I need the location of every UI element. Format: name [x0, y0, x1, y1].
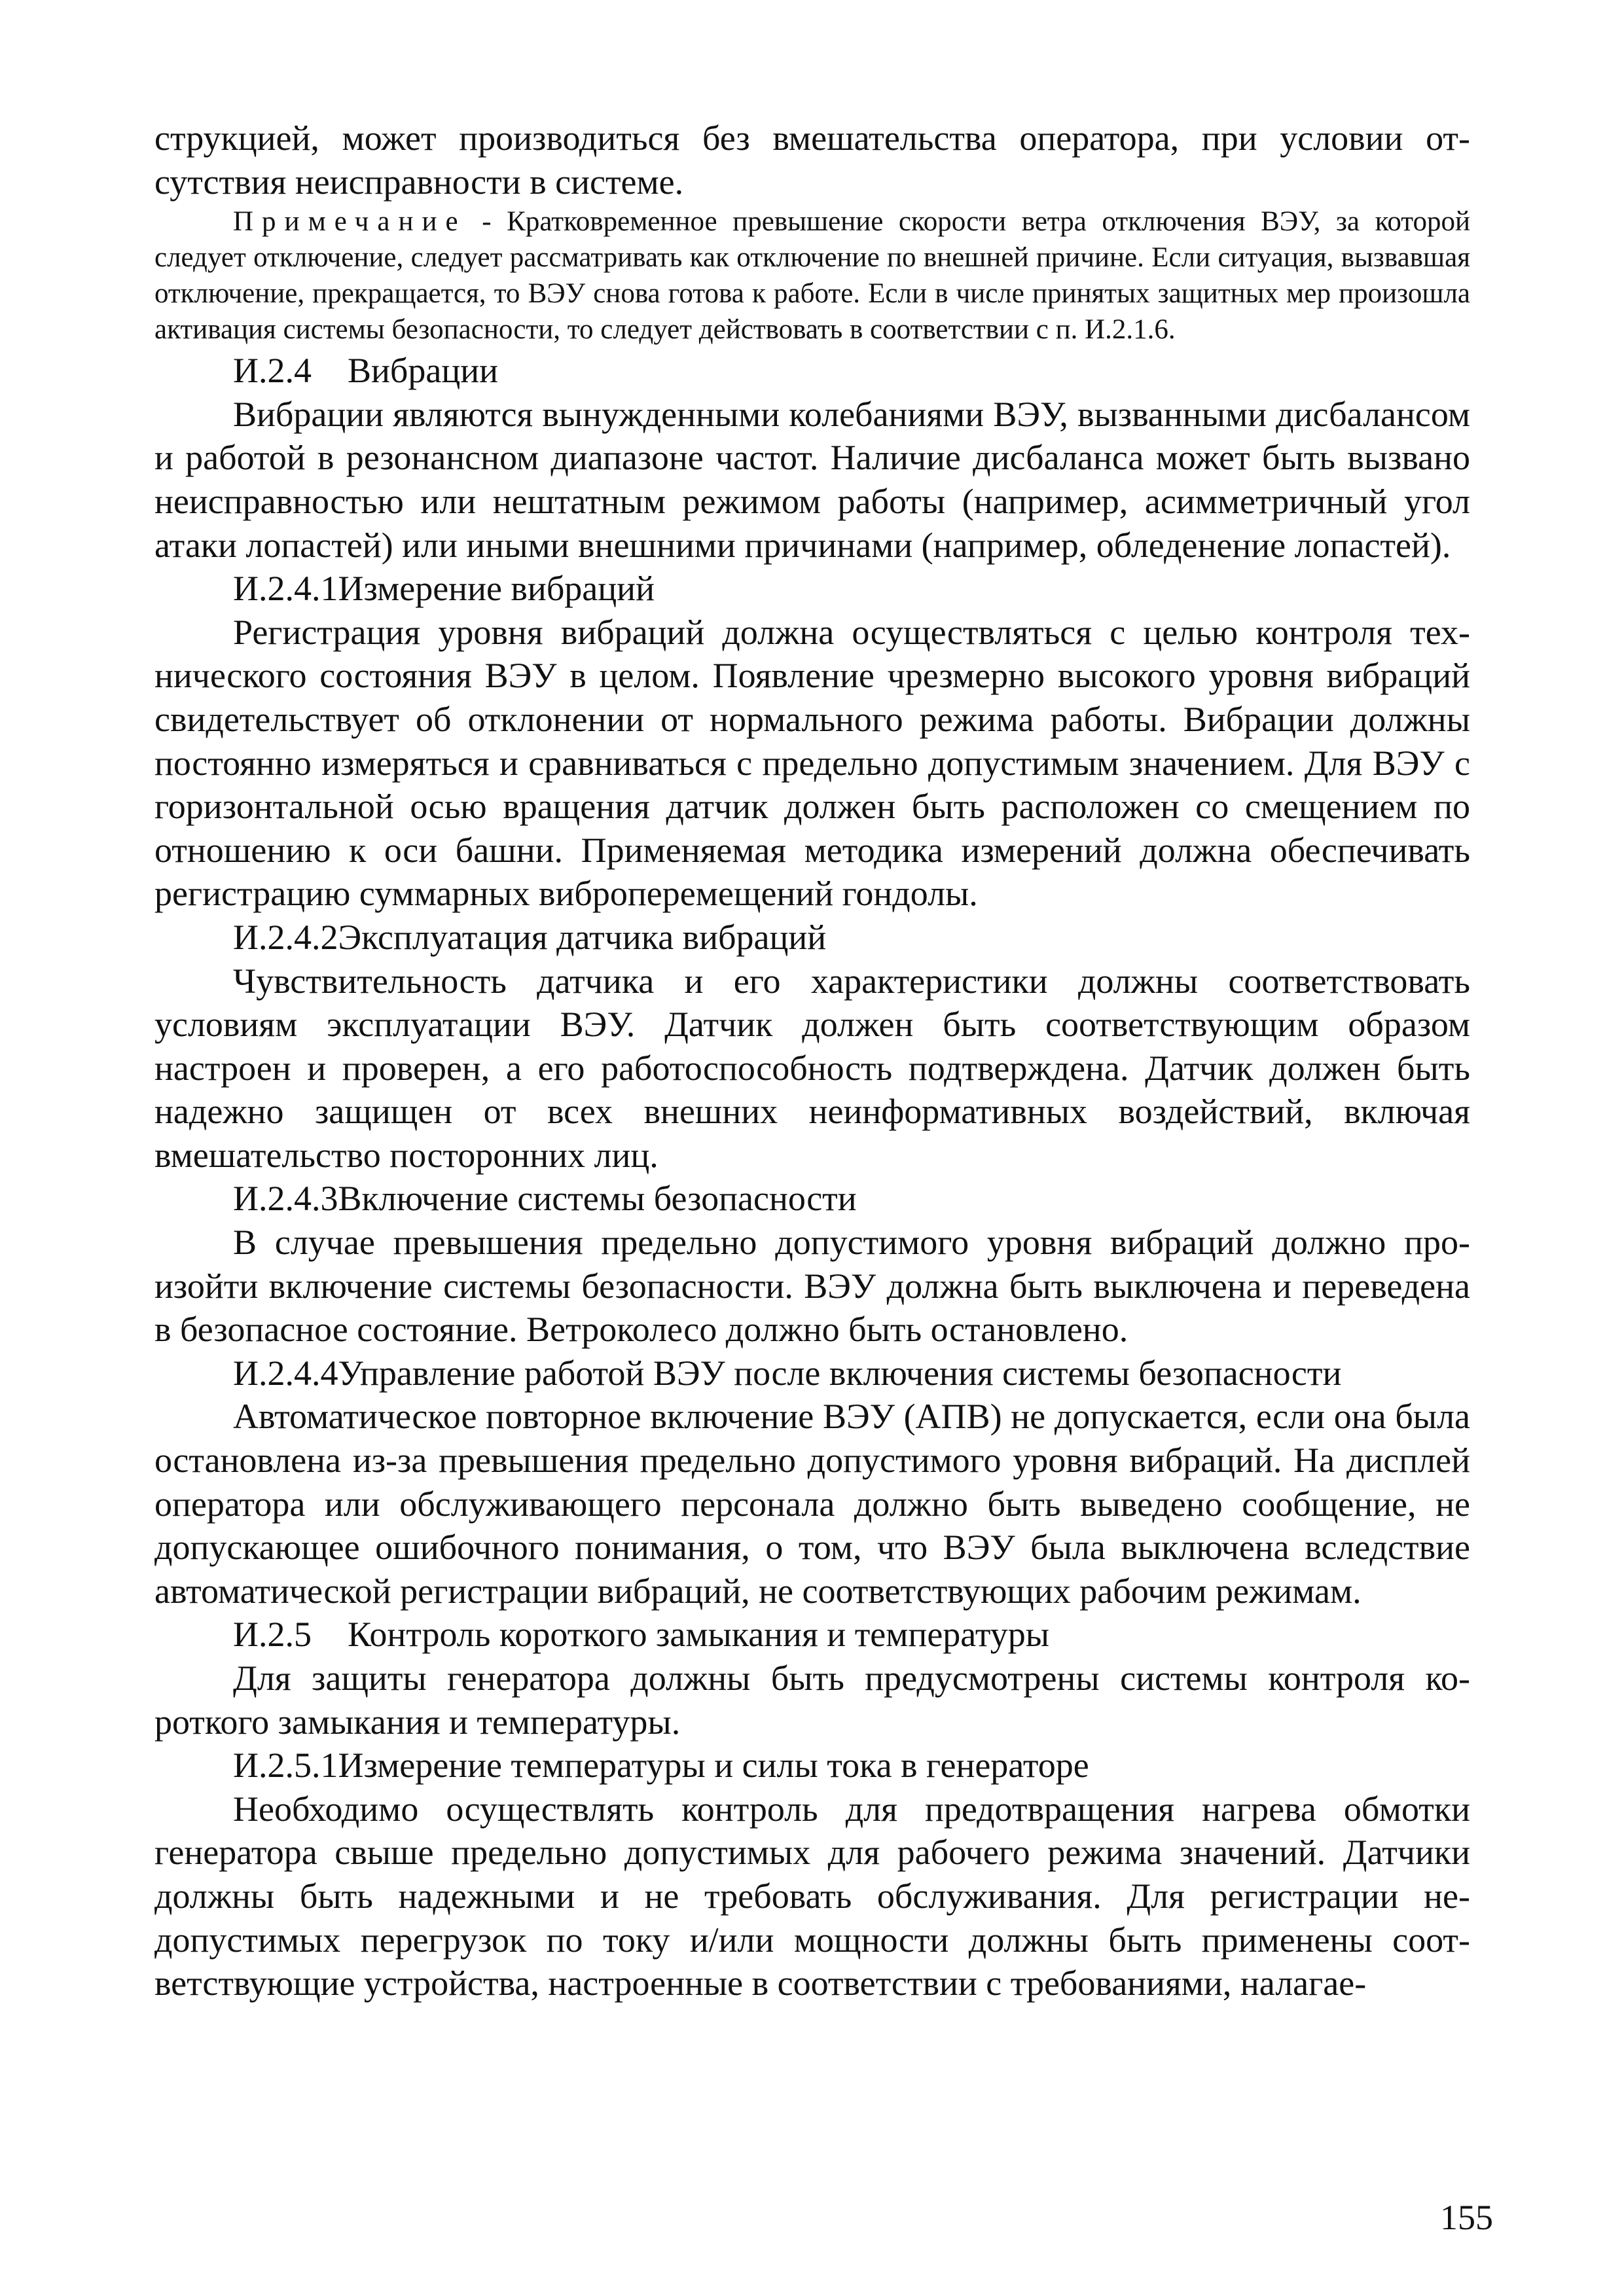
section-title: Измерение температуры и силы тока в генераторе — [338, 1746, 1089, 1785]
section-number: И.2.4 — [233, 351, 312, 391]
section-title: Управление работой ВЭУ после включения системы безопасности — [338, 1353, 1342, 1393]
note-label: Примечание — [233, 206, 467, 238]
section-number: И.2.4.2 — [233, 917, 338, 957]
section-title: Эксплуатация датчика вибраций — [338, 917, 827, 957]
section-number: И.2.4.3 — [233, 1179, 338, 1219]
section-number: И.2.4.4 — [233, 1353, 338, 1393]
section-heading-2-4 — [154, 349, 1470, 393]
opening-paragraph: струкцией, может производиться без вмешательства оператора, при условии отсутствия неисправности в системе. — [154, 118, 1470, 202]
section-title: Контроль короткого замыкания и температуры — [348, 1615, 1050, 1655]
section-heading-2-5 — [154, 1613, 1470, 1657]
page-body — [154, 117, 1470, 2005]
section-title: Вибрации — [348, 351, 499, 391]
section-paragraph-2-4-2: Чувствительность датчика и его характеристики должны соответствовать условиям эксплуатации ВЭУ. Датчик должен быть соответствующим образом настроен и проверен, а его работоспособность подтверждена. Датчик должен быть надежно защищен от всех внешних неинформативных воздействий, включая вмешательство посторонних лиц. — [154, 961, 1470, 1175]
section-paragraph-2-4-1: Регистрация уровня вибраций должна осуществляться с целью контроля технического состояния ВЭУ в целом. Появление чрезмерно высокого уровня вибраций свидетельствует об отклонении от нормального режима работы. Вибрации должны постоянно измеряться и сравниваться с предельно допустимым значением. Для ВЭУ с горизонтальной осью вращения датчик должен быть расположен со смещением по отношению к оси башни. Применяемая методика измерений должна обеспечивать регистрацию суммарных виброперемещений гондолы. — [154, 612, 1470, 914]
section-number: И.2.4.1 — [233, 569, 338, 609]
section-heading-2-4-3 — [154, 1177, 1470, 1221]
section-paragraph-2-5-1: Необходимо осуществлять контроль для предотвращения нагрева обмотки генератора свыше предельно допустимых для рабочего режима значений. Датчики должны быть надежными и не требовать обслуживания. Для регистрации недопустимых перегрузок по току и/или мощности должны быть применены соответствующие устройства, настроенные в соответствии с требованиями, налагае- — [154, 1789, 1470, 2003]
section-paragraph-2-4: Вибрации являются вынужденными колебаниями ВЭУ, вызванными дисбалансом и работой в резонансном диапазоне частот. Наличие дисбаланса может быть вызвано неисправностью или нештатным режимом работы (например, асимметричный угол атаки лопастей) или иными внешними причинами (например, обледенение лопастей). — [154, 394, 1470, 565]
page-number: 155 — [1440, 2198, 1493, 2237]
section-heading-2-5-1 — [154, 1744, 1470, 1787]
section-paragraph-2-5: Для защиты генератора должны быть предусмотрены системы контроля короткого замыкания и температуры. — [154, 1659, 1470, 1742]
section-title: Измерение вибраций — [338, 569, 655, 609]
section-number: И.2.5.1 — [233, 1746, 338, 1785]
section-number: И.2.5 — [233, 1615, 312, 1655]
note-text: - Кратковременное превышение скорости ветра отключения ВЭУ, за которой следует отключение, следует рассматривать как отключение по внешней причине. Если ситуация, вызвавшая отключение, прекращается, то ВЭУ снова готова к работе. Если в числе принятых защитных мер произошла активация системы безопасности, то следует действовать в соответствии с п. И.2.1.6. — [154, 206, 1470, 346]
section-heading-2-4-2 — [154, 916, 1470, 960]
section-heading-2-4-1 — [154, 567, 1470, 611]
section-title: Включение системы безопасности — [338, 1179, 857, 1219]
section-heading-2-4-4 — [154, 1352, 1470, 1395]
note-block — [154, 204, 1470, 348]
section-paragraph-2-4-4: Автоматическое повторное включение ВЭУ (АПВ) не допускается, если она была остановлена из-за превышения предельно допустимого уровня вибраций. На дисплей оператора или обслуживающего персонала должно быть выведено сообщение, не допускающее ошибочного понимания, о том, что ВЭУ была выключена вследствие автоматической регистрации вибраций, не соответствующих рабочим режимам. — [154, 1397, 1470, 1611]
section-paragraph-2-4-3: В случае превышения предельно допустимого уровня вибраций должно произойти включение системы безопасности. ВЭУ должна быть выключена и переведена в безопасное состояние. Ветроколесо должно быть остановлено. — [154, 1223, 1470, 1350]
